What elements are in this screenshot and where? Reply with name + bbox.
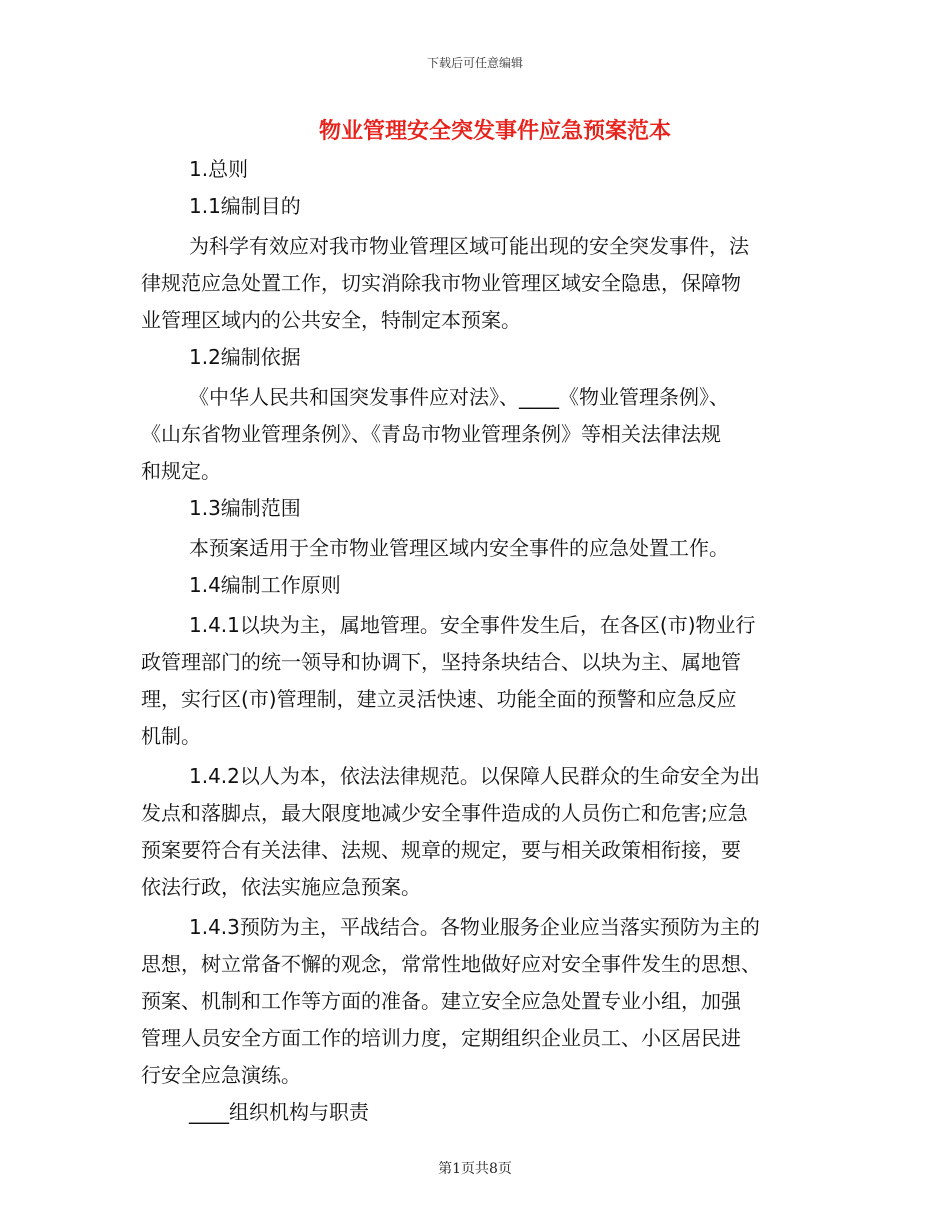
paragraph-line: 发点和落脚点，最大限度地减少安全事件造成的人员伤亡和危害;应急 bbox=[141, 801, 748, 825]
section-heading: ____组织机构与职责 bbox=[189, 1100, 369, 1124]
paragraph-line: 业管理区域内的公共安全，特制定本预案。 bbox=[141, 308, 521, 332]
paragraph-line: 1.4.3预防为主，平战结合。各物业服务企业应当落实预防为主的 bbox=[189, 915, 760, 939]
paragraph-line: 为科学有效应对我市物业管理区域可能出现的安全突发事件，法 bbox=[189, 234, 749, 258]
paragraph-line: 律规范应急处置工作，切实消除我市物业管理区域安全隐患，保障物 bbox=[141, 271, 741, 295]
paragraph-line: 本预案适用于全市物业管理区域内安全事件的应急处置工作。 bbox=[189, 536, 729, 560]
section-heading: 1.总则 bbox=[189, 157, 249, 181]
paragraph-line: 和规定。 bbox=[141, 459, 221, 483]
paragraph-line: 依法行政，依法实施应急预案。 bbox=[141, 875, 421, 899]
paragraph-line: 1.4.2以人为本，依法法律规范。以保障人民群众的生命安全为出 bbox=[189, 764, 760, 788]
header-note: 下载后可任意编辑 bbox=[426, 56, 523, 70]
paragraph-line: 理，实行区(市)管理制，建立灵活快速、功能全面的预警和应急反应 bbox=[141, 687, 737, 711]
paragraph-line: 思想，树立常备不懈的观念，常常性地做好应对安全事件发生的思想、 bbox=[141, 952, 761, 976]
section-heading: 1.3编制范围 bbox=[189, 496, 301, 520]
paragraph-line: 《中华人民共和国突发事件应对法》、____《物业管理条例》、 bbox=[189, 385, 729, 409]
section-heading: 1.4编制工作原则 bbox=[189, 573, 341, 597]
paragraph-line: 政管理部门的统一领导和协调下，坚持条块结合、以块为主、属地管 bbox=[141, 650, 741, 674]
document-title: 物业管理安全突发事件应急预案范本 bbox=[318, 118, 671, 144]
paragraph-line: 《山东省物业管理条例》、《青岛市物业管理条例》等相关法律法规 bbox=[141, 422, 721, 446]
paragraph-line: 行安全应急演练。 bbox=[141, 1063, 301, 1087]
document-body bbox=[141, 151, 813, 1131]
section-heading: 1.2编制依据 bbox=[189, 345, 301, 369]
paragraph-line: 预案、机制和工作等方面的准备。建立安全应急处置专业小组，加强 bbox=[141, 989, 741, 1013]
section-heading: 1.1编制目的 bbox=[189, 194, 301, 218]
paragraph-line: 1.4.1以块为主，属地管理。安全事件发生后，在各区(市)物业行 bbox=[189, 613, 756, 637]
paragraph-line: 机制。 bbox=[141, 724, 201, 748]
paragraph-line: 预案要符合有关法律、法规、规章的规定，要与相关政策相衔接，要 bbox=[141, 838, 741, 862]
paragraph-line: 管理人员安全方面工作的培训力度，定期组织企业员工、小区居民进 bbox=[141, 1026, 741, 1050]
page-footer: 第1页共8页 bbox=[438, 1161, 512, 1177]
